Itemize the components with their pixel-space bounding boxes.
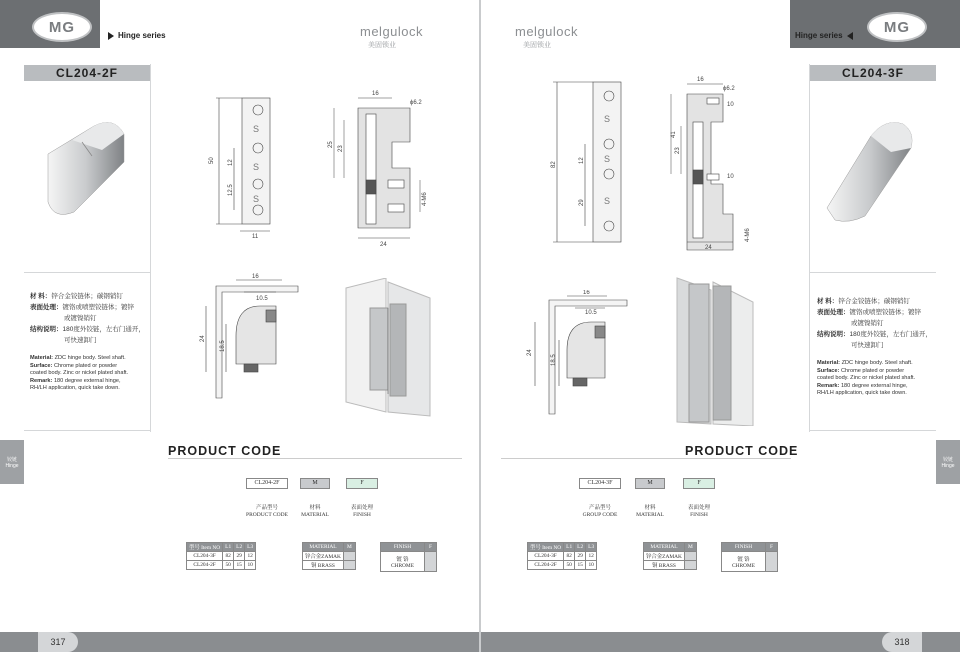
code-finish: F — [683, 478, 715, 489]
dim-d2: 12.5 — [228, 184, 234, 196]
code-part: CL204-2F — [246, 478, 288, 489]
dim-phi: ϕ6.2 — [410, 100, 422, 106]
series-label — [795, 31, 853, 40]
dim-phi: ϕ6.2 — [723, 86, 735, 92]
installed-render — [671, 276, 771, 426]
divider — [810, 430, 936, 431]
description-en: Material: ZDC hinge body. Steel shaft. Surface: Chrome plated or powder coated body. Zinc or nickel plated shaft. Remark: 180 degree external hinge, RH/LH application, quick take down. — [817, 360, 916, 397]
divider — [501, 458, 791, 459]
right-page — [481, 0, 960, 652]
side-tab: 铰链 Hinge — [0, 440, 24, 484]
dim-h23: 23 — [675, 147, 681, 154]
dim-h23: 23 — [338, 145, 344, 152]
code-label-finish: 表面处理 FINISH — [687, 505, 710, 518]
product-code-title: PRODUCT CODE — [685, 444, 799, 458]
code-finish: F — [346, 478, 378, 489]
product-code-title: PRODUCT CODE — [168, 444, 282, 458]
arrow-right-icon — [108, 32, 114, 40]
left-page — [0, 0, 479, 652]
brand-wordmark-cn: 美固锁业 — [523, 42, 551, 49]
divider — [809, 64, 810, 432]
front-view-drawing — [200, 92, 280, 242]
svg-text:S: S — [604, 114, 611, 124]
table-row: CL204-2F 50 15 10 — [187, 561, 256, 570]
size-table: 型号 Item NO L1 L2 L3 CL204-3F 82 29 12 CL204-2F 50 15 10 — [527, 542, 597, 570]
table-row: 镀 铬 CHROME — [381, 552, 437, 572]
brand-wordmark: melgulock — [515, 24, 579, 39]
svg-text:S: S — [604, 196, 611, 206]
mg-logo: MG — [867, 12, 927, 42]
dim-h185: 18.5 — [551, 354, 557, 366]
description-cn: 材 料：锌合金铰链体；碳钢销钉 表面处理：镀铬或喷塑铰链体；镀锌 或镀镍销钉 结构说明：180度外铰链，左右门通开， 可快速卸门 — [30, 293, 145, 344]
dim-w16: 16 — [697, 77, 704, 83]
section-view-drawing — [667, 74, 777, 252]
code-label-material: 材料 MATERIAL — [636, 505, 664, 518]
table-row: 锌合金ZAMAK — [303, 552, 356, 561]
brand-wordmark-cn: 美固锁业 — [368, 42, 396, 49]
dim-w105: 10.5 — [256, 296, 268, 302]
table-row: CL204-2F 50 15 10 — [528, 561, 597, 570]
divider — [168, 458, 462, 459]
description-cn: 材 料：锌合金铰链体；碳钢销钉 表面处理：镀铬或喷塑铰链体；镀锌 或镀镍销钉 结构说明：180度外铰链，左右门通开， 可快速卸门 — [817, 298, 932, 349]
divider — [24, 272, 150, 273]
page-number: 317 — [38, 632, 78, 652]
code-label-finish: 表面处理 FINISH — [350, 505, 373, 518]
svg-text:S: S — [253, 194, 260, 204]
code-part: CL204-3F — [579, 478, 621, 489]
installed-render — [340, 278, 440, 418]
code-label-part: 产品型号 PRODUCT CODE — [246, 505, 288, 518]
series-text: Hinge series — [795, 31, 843, 40]
brand-wordmark: melgulock — [360, 24, 424, 39]
side-view-drawing — [196, 272, 306, 404]
model-title: CL204-2F — [24, 65, 150, 81]
table-row: CL204-3F 82 29 12 — [528, 552, 597, 561]
model-title: CL204-3F — [810, 65, 936, 81]
dim-w24: 24 — [380, 242, 387, 248]
dim-h25: 25 — [328, 141, 334, 148]
series-text: Hinge series — [118, 31, 166, 40]
table-row: 镀 铬 CHROME — [722, 552, 778, 572]
dim-w16: 16 — [372, 91, 379, 97]
dim-m6: 4-M6 — [745, 228, 751, 242]
size-table: 型号 Item NO L1 L2 L3 CL204-3F 82 29 12 CL204-2F 50 15 10 — [186, 542, 256, 570]
dim-d1: 12 — [228, 159, 234, 166]
table-row: CL204-3F 82 29 12 — [187, 552, 256, 561]
dim-h185: 18.5 — [220, 340, 226, 352]
code-material: M — [300, 478, 330, 489]
product-photo — [34, 112, 130, 224]
dim-height: 50 — [209, 157, 215, 164]
finish-table: FINISH F 镀 铬 CHROME — [380, 542, 437, 572]
series-label — [108, 31, 166, 40]
svg-text:S: S — [253, 162, 260, 172]
dim-h24: 24 — [200, 335, 206, 342]
code-material: M — [635, 478, 665, 489]
dim-w24: 24 — [705, 245, 712, 251]
svg-text:S: S — [604, 154, 611, 164]
dim-d2: 29 — [579, 199, 585, 206]
dim-d1: 12 — [579, 157, 585, 164]
divider — [24, 430, 150, 431]
dim-m6: 4-M6 — [422, 192, 428, 206]
dim-width: 11 — [252, 234, 259, 240]
code-label-part: 产品型号 GROUP CODE — [582, 505, 618, 518]
material-table: MATERIAL M 锌合金ZAMAK 铜 BRASS — [643, 542, 697, 570]
dim-w105: 10.5 — [585, 310, 597, 316]
svg-text:S: S — [253, 124, 260, 134]
finish-table: FINISH F 镀 铬 CHROME — [721, 542, 778, 572]
table-row: 铜 BRASS — [303, 561, 356, 570]
side-tab: 铰链 Hinge — [936, 440, 960, 484]
side-view-drawing — [523, 290, 633, 422]
dim-h24: 24 — [527, 349, 533, 356]
divider — [810, 272, 936, 273]
dim-height: 82 — [551, 161, 557, 168]
front-view-drawing — [543, 78, 623, 248]
dim-t10b: 10 — [727, 174, 734, 180]
description-en: Material: ZDC hinge body. Steel shaft. Surface: Chrome plated or powder coated body. Zinc or nickel plated shaft. Remark: 180 degree external hinge, RH/LH application, quick take down. — [30, 355, 129, 392]
code-label-material: 材料 MATERIAL — [301, 505, 329, 518]
product-photo — [821, 112, 921, 224]
mg-logo: MG — [32, 12, 92, 42]
dim-w16: 16 — [252, 274, 259, 280]
table-row: 锌合金ZAMAK — [644, 552, 697, 561]
dim-h41: 41 — [671, 131, 677, 138]
divider — [150, 64, 151, 432]
section-view-drawing — [322, 88, 432, 248]
material-table: MATERIAL M 锌合金ZAMAK 铜 BRASS — [302, 542, 356, 570]
table-row: 铜 BRASS — [644, 561, 697, 570]
dim-t10a: 10 — [727, 102, 734, 108]
arrow-left-icon — [847, 32, 853, 40]
page-number: 318 — [882, 632, 922, 652]
dim-w16: 16 — [583, 290, 590, 296]
